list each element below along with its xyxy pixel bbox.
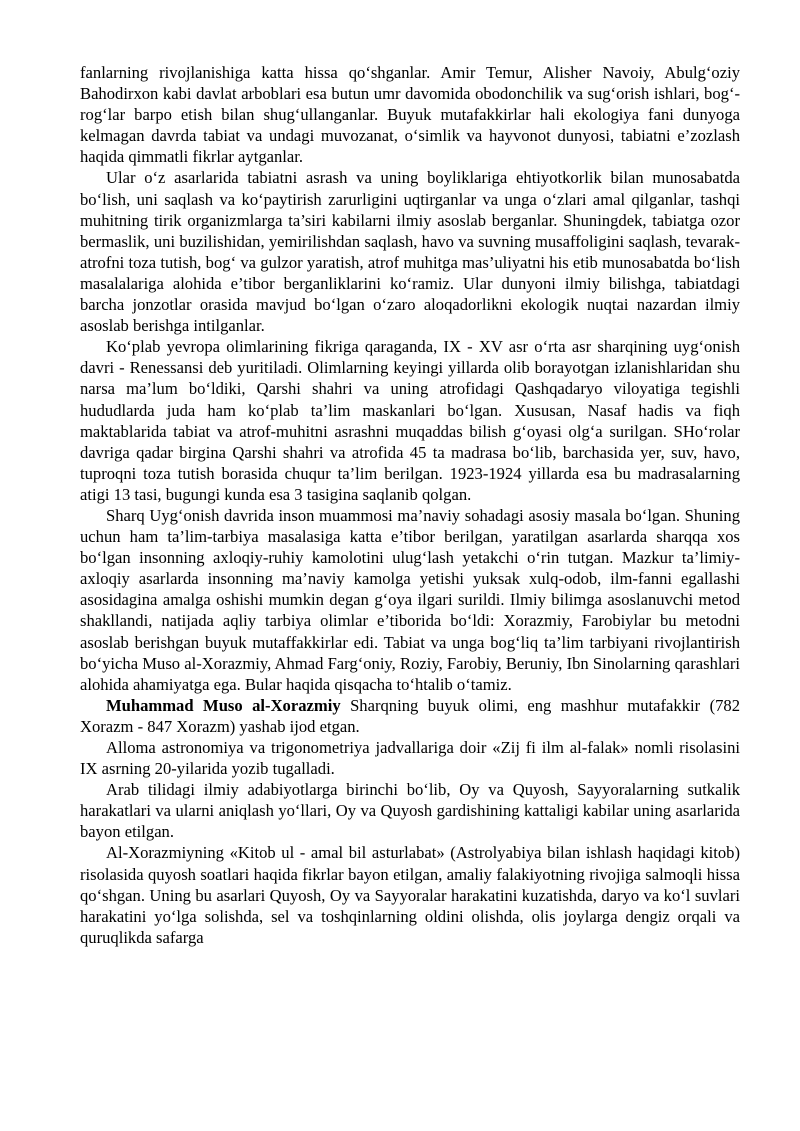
paragraph-8: Al-Xorazmiyning «Kitob ul - amal bil asturlabat» (Astrolyabiya bilan ishlash haqidagi kitob) risolasida quyosh soatlari haqida fikrlar bayon etilgan, amaliy falakiyotning rivojiga salmoqli hissa qo‘shgan. Uning bu asarlari Quyosh, Oy va Sayyoralar harakatini kuzatishda, daryo va ko‘l suvlari harakatini yo‘lga solishda, sel va toshqinlarning oldini olishda, olis joylarga dengiz orqali va quruqlikda safarga bbox=[80, 843, 740, 947]
paragraph-2: Ular o‘z asarlarida tabiatni asrash va uning boyliklariga ehtiyotkorlik bilan munosabatda bo‘lish, uni saqlash va ko‘paytirish zarurligini uqtirganlar va unga o‘zlari amal qilganlar, tashqi muhitning tirik organizmlarga ta’siri kabilarni ilmiy asoslab berganlar. Shuningdek, tabiatga ozor bermaslik, uni buzilishidan, yemirilishdan saqlash, havo va suvning musaffoligini saqlash, tevarak-atrofni toza tutish, bog‘ va gulzor yaratish, atrof muhitga mas’uliyatni his etib munosabatda bo‘lish masalalariga alohida e’tibor berganliklarini ko‘ramiz. Ular dunyoni ilmiy bilishga, tabiatdagi barcha jonzotlar orasida mavjud bo‘lgan o‘zaro aloqadorlikni ekologik nuqtai nazardan ilmiy asoslab berishga intilganlar. bbox=[80, 168, 740, 336]
paragraph-1: fanlarning rivojlanishiga katta hissa qo‘shganlar. Amir Temur, Alisher Navoiy, Abulg‘oziy Bahodirxon kabi davlat arboblari esa butun umr davomida obodonchilik va sug‘orish ishlari, bog‘-rog‘lar barpo etish bilan shug‘ullanganlar. Buyuk mutafakkirlar hali ekologiya fani dunyoga kelmagan davrda tabiat va undagi muvozanat, o‘simlik va hayvonot dunyosi, tabiatni e’zozlash haqida qimmatli fikrlar aytganlar. bbox=[80, 63, 740, 167]
paragraph-3: Ko‘plab yevropa olimlarining fikriga qaraganda, IX - XV asr o‘rta asr sharqining uyg‘onish davri - Renessansi deb yuritiladi. Olimlarning keyingi yillarda olib borayotgan izlanishlaridan shu narsa ma’lum bo‘ldiki, Qarshi shahri va uning atrofidagi Qashqadaryo viloyatiga tegishli hududlarda juda ham ko‘plab ta’lim maskanlari bo‘lgan. Xususan, Nasaf hadis va fiqh maktablarida tabiat va atrof-muhitni asrashni muqaddas bilish g‘oyasi olg‘a surilgan. SHo‘rolar davriga qadar birgina Qarshi shahri va atrofida 45 ta madrasa bo‘lib, barchasida yer, suv, havo, tuproqni toza tutish borasida chuqur ta’lim berilgan. 1923-1924 yillarda esa bu madrasalarning atigi 13 tasi, bugungi kunda esa 3 tasigina saqlanib qolgan. bbox=[80, 337, 740, 504]
bold-name: Muhammad Muso al-Xorazmiy bbox=[106, 695, 341, 715]
paragraph-7: Arab tilidagi ilmiy adabiyotlarga birinchi bo‘lib, Oy va Quyosh, Sayyoralarning sutkalik harakatlari va ularni aniqlash yo‘llari, Oy va Quyosh gardishining kattaligi kabilar uning asarlarida bayon etilgan. bbox=[80, 780, 740, 842]
paragraph-6: Alloma astronomiya va trigonometriya jadvallariga doir «Zij fi ilm al-falak» nomli risolasini IX asrning 20-yilarida yozib tugalladi. bbox=[80, 738, 740, 779]
paragraph-5 bbox=[80, 695, 740, 737]
paragraph-4: Sharq Uyg‘onish davrida inson muammosi ma’naviy sohadagi asosiy masala bo‘lgan. Shuning uchun ham ta’lim-tarbiya masalasiga katta e’tibor berilgan, yaratilgan asarlarda sharqqa xos bo‘lgan insonning axloqiy-ruhiy kamolotini ulug‘lash yetakchi o‘rin tutgan. Mazkur ta’limiy-axloqiy asarlarda insonning ma’naviy kamolga yetishi yuksak xulq-odob, ilm-fanni egallashi asosidagina amalga oshishi mumkin degan g‘oya ilgari surildi. Ilmiy bilimga asoslanuvchi metod shakllandi, natijada aqliy tarbiya olimlar e’tiborida bo‘ldi: Xorazmiy, Farobiylar bu metodni asoslab berishgan buyuk mutaffakkirlar edi. Tabiat va unga bog‘liq ta’lim tarbiyani rivojlantirish bo‘yicha Muso al-Xorazmiy, Ahmad Farg‘oniy, Roziy, Farobiy, Beruniy, Ibn Sinolarning qarashlari alohida ahamiyatga ega. Bular haqida qisqacha to‘htalib o‘tamiz. bbox=[80, 505, 740, 694]
paragraph-5-text: Sharqning buyuk olimi, eng mashhur mutafakkir (782 Xorazm - 847 Xorazm) yashab ijod etgan. bbox=[80, 695, 741, 736]
